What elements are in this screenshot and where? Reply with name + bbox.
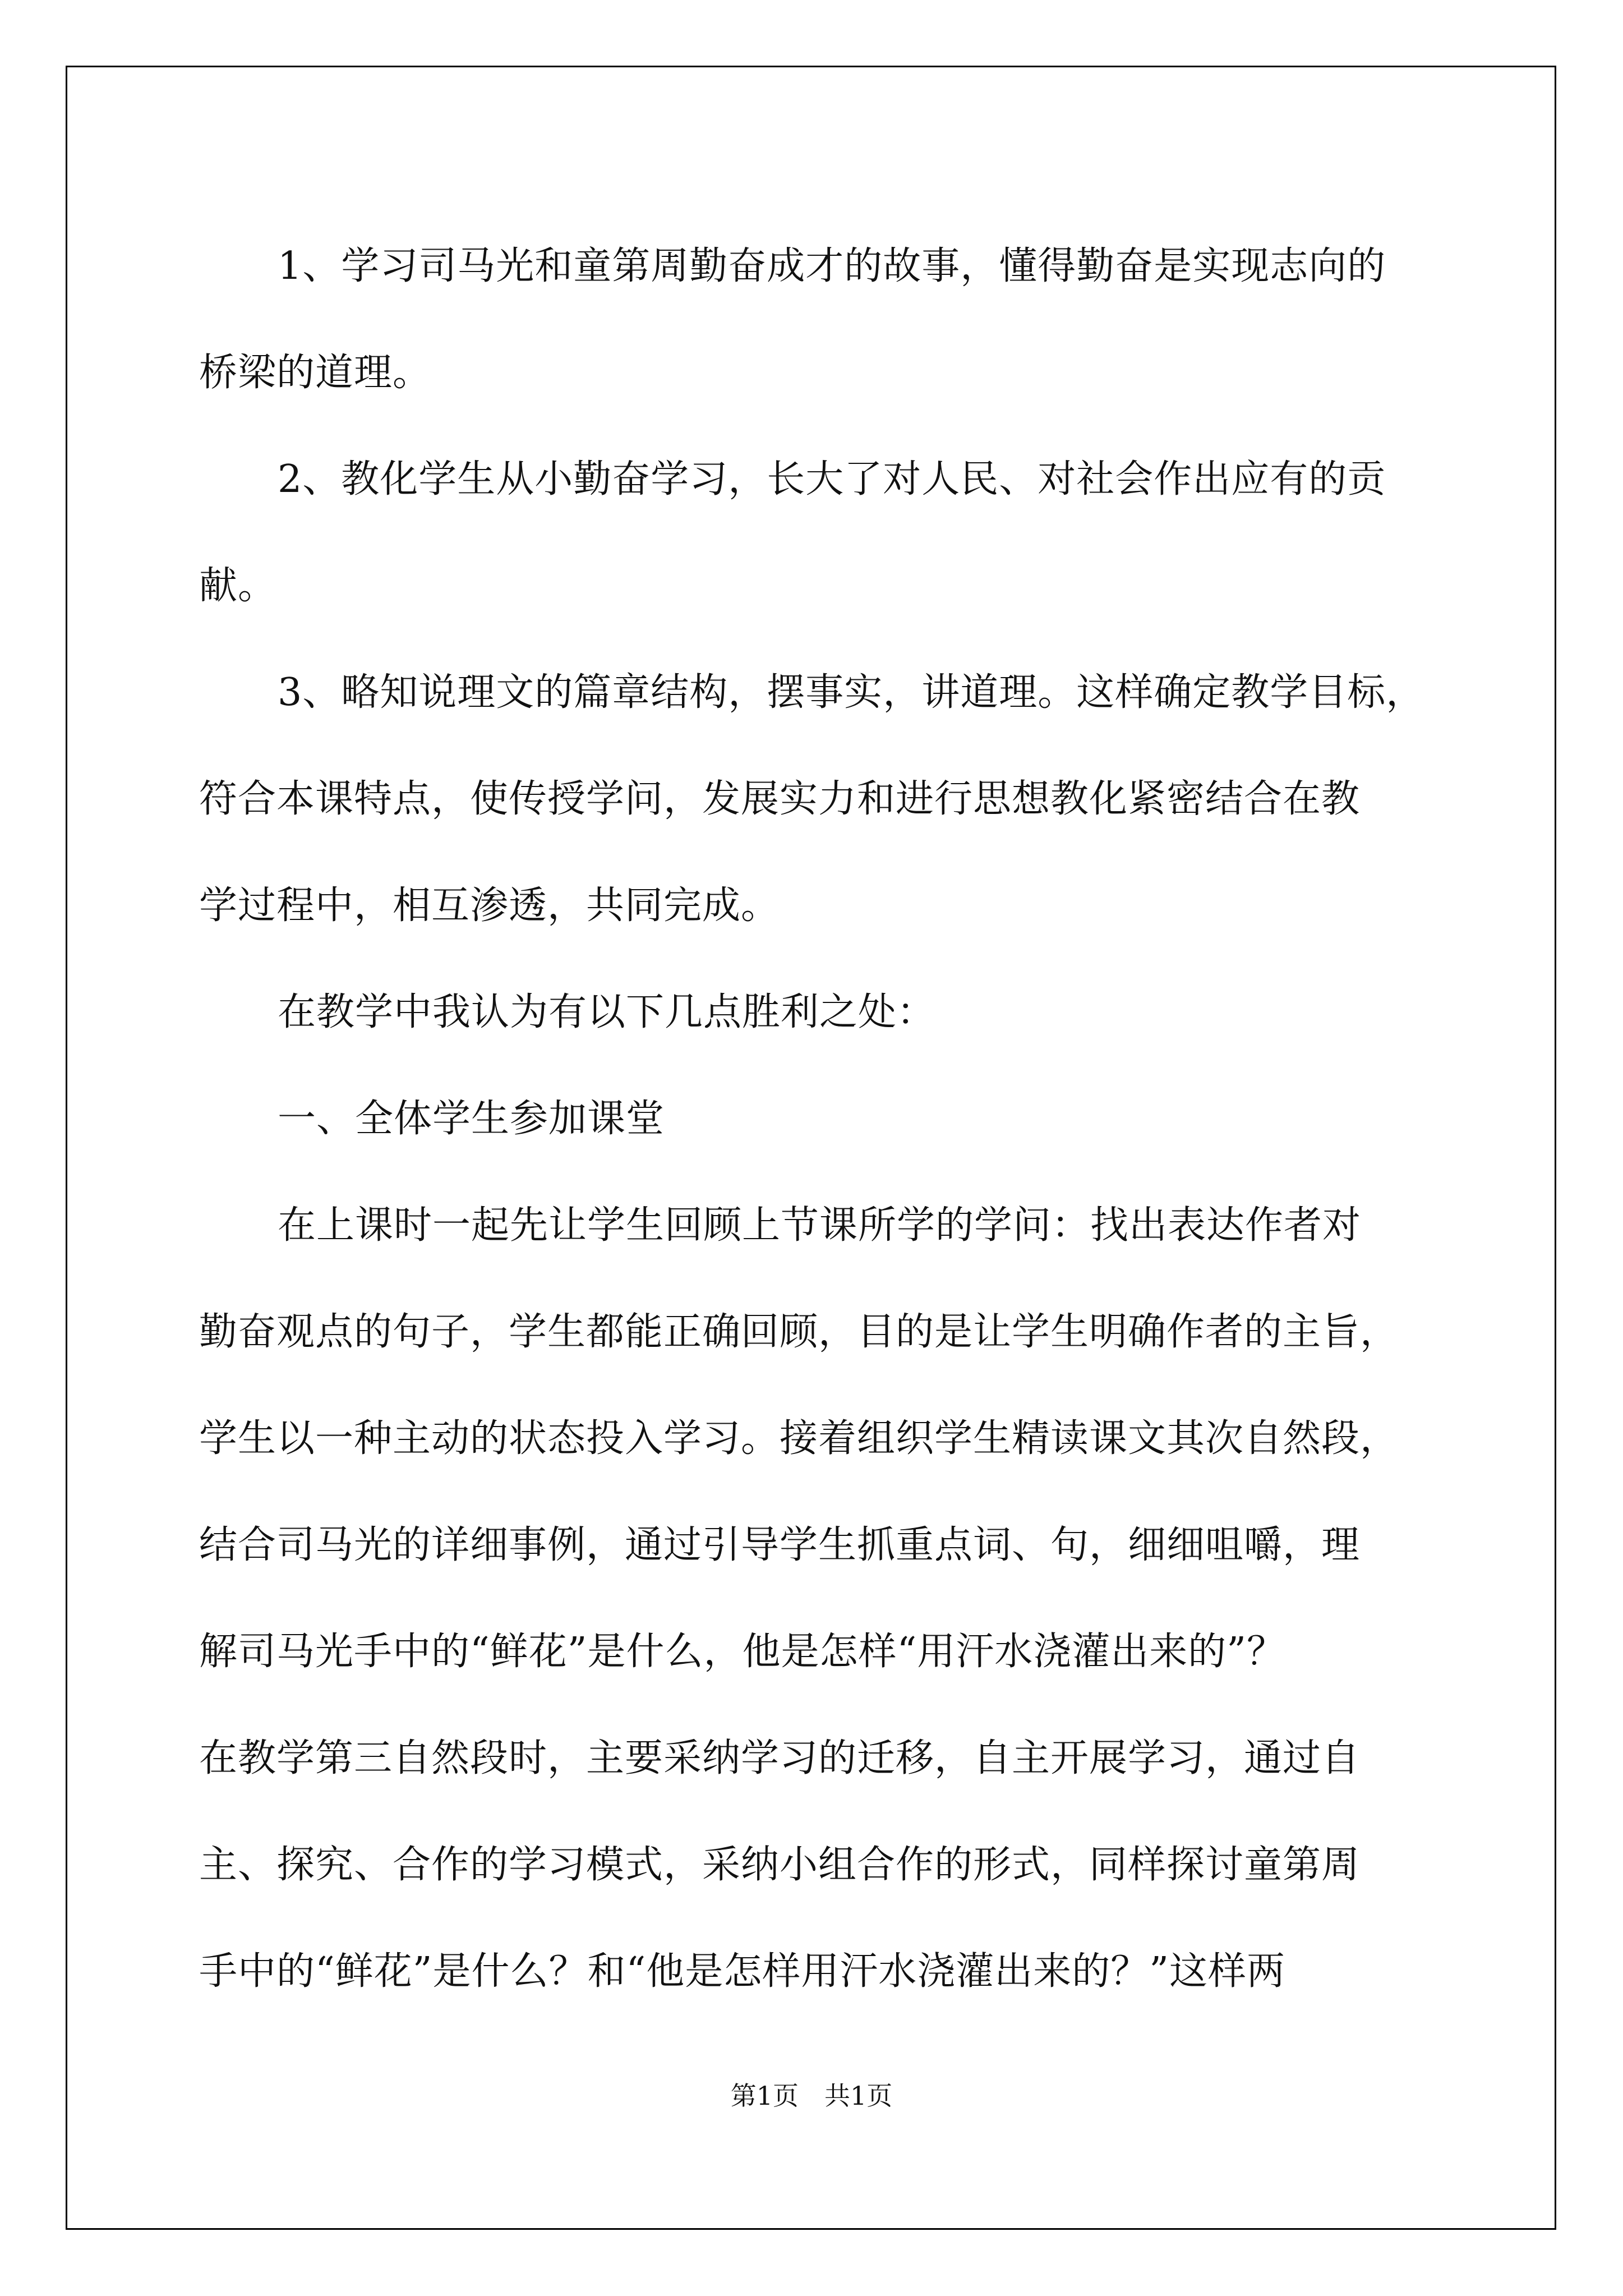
document-body [199, 213, 1453, 2025]
text-line: 符合本课特点，使传授学问，发展实力和进行思想教化紧密结合在教 [199, 777, 1361, 821]
text-line: 勤奋观点的句子，学生都能正确回顾，目的是让学生明确作者的主旨， [199, 1310, 1399, 1354]
text-line: 2、教化学生从小勤奋学习，长大了对人民、对社会作出应有的贡 [278, 457, 1386, 501]
page-footer: 第1页 共1页 [730, 2081, 893, 2111]
text-line: 在教学第三自然段时，主要采纳学习的迁移，自主开展学习，通过自 [199, 1736, 1361, 1780]
text-line: 手中的“鲜花”是什么？和“他是怎样用汗水浇灌出来的？”这样两 [199, 1949, 1286, 1994]
text-line: 桥梁的道理。 [199, 351, 432, 395]
text-line: 献。 [199, 564, 277, 608]
text-line: 学生以一种主动的状态投入学习。接着组织学生精读课文其次自然段， [199, 1416, 1399, 1461]
text-line: 在上课时一起先让学生回顾上节课所学的学问：找出表达作者对 [278, 1203, 1362, 1248]
text-line: 结合司马光的详细事例，通过引导学生抓重点词、句，细细咀嚼，理 [199, 1523, 1361, 1567]
text-line: 在教学中我认为有以下几点胜利之处： [278, 990, 936, 1034]
section-heading: 一、全体学生参加课堂 [278, 1097, 665, 1141]
text-line: 1、学习司马光和童第周勤奋成才的故事，懂得勤奋是实现志向的 [278, 244, 1386, 288]
text-line: 主、探究、合作的学习模式，采纳小组合作的形式，同样探讨童第周 [199, 1843, 1361, 1887]
text-line: 解司马光手中的“鲜花”是什么，他是怎样“用汗水浇灌出来的”？ [199, 1630, 1286, 1674]
text-line: 学过程中，相互渗透，共同完成。 [199, 884, 780, 928]
text-line: 3、略知说理文的篇章结构，摆事实，讲道理。这样确定教学目标， [278, 670, 1425, 715]
